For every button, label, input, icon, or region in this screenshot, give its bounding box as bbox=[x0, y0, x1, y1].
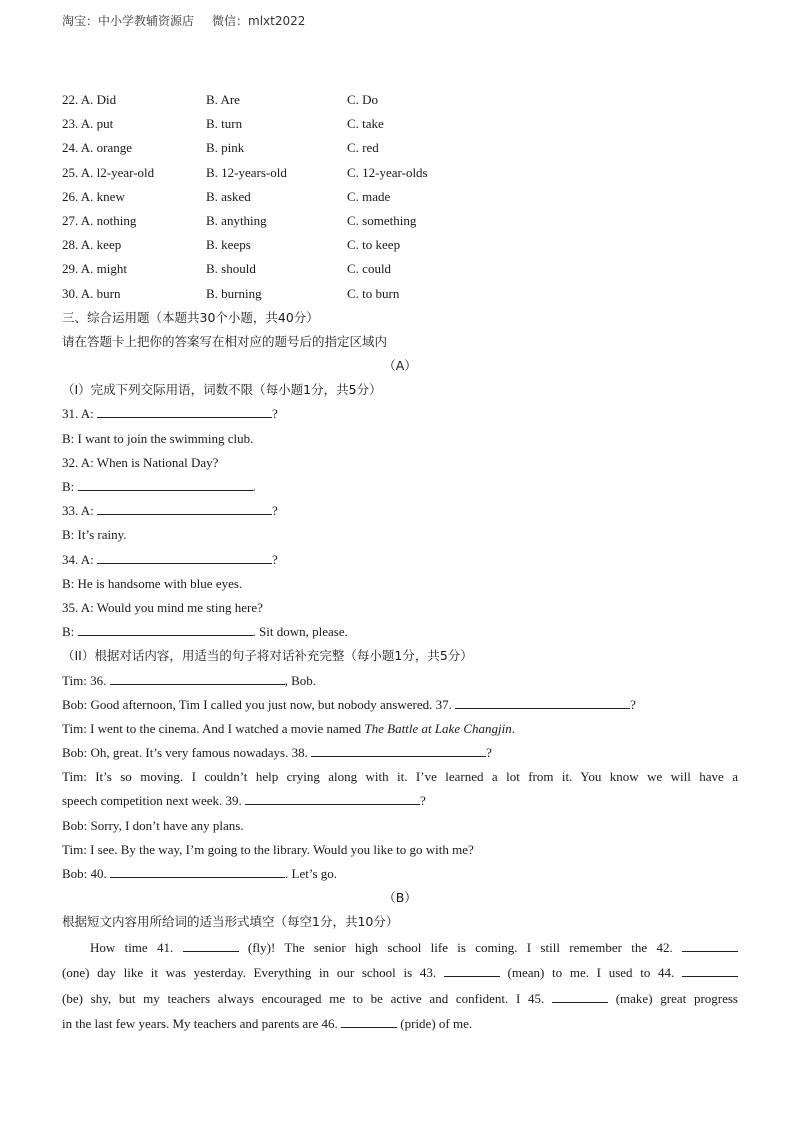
answer-blank[interactable] bbox=[311, 742, 486, 757]
dialogue-line-36: Tim: 36. , Bob. bbox=[62, 669, 738, 693]
answer-blank[interactable] bbox=[455, 694, 630, 709]
passage-line-1: How time 41. (fly)! The senior high school life is coming. I still remember the 42. bbox=[62, 935, 738, 961]
exam-content bbox=[62, 88, 738, 1037]
part-i-instruction: （I）完成下列交际用语，词数不限（每小题1分，共5分） bbox=[62, 382, 382, 398]
option-a: 24. A. orange bbox=[62, 140, 133, 156]
answer-blank[interactable] bbox=[245, 790, 420, 805]
option-c: C. made bbox=[347, 188, 391, 204]
option-b: B. anything bbox=[206, 212, 267, 228]
option-c: C. Do bbox=[347, 92, 379, 107]
option-a: 25. A. l2-year-old bbox=[62, 164, 155, 180]
option-c: C. something bbox=[347, 212, 417, 228]
page-header bbox=[62, 12, 305, 29]
option-a: 26. A. knew bbox=[62, 188, 125, 204]
question-31-b: B: I want to join the swimming club. bbox=[62, 430, 254, 446]
question-34-b: B: He is handsome with blue eyes. bbox=[62, 575, 243, 591]
option-row bbox=[62, 161, 738, 185]
answer-blank[interactable] bbox=[183, 937, 239, 952]
answer-blank[interactable] bbox=[110, 670, 285, 685]
part-ii-instruction: （II）根据对话内容，用适当的句子将对话补充完整（每小题1分，共5分） bbox=[62, 648, 473, 664]
option-a: 29. A. might bbox=[62, 261, 128, 277]
answer-blank[interactable] bbox=[682, 937, 738, 952]
part-b-label: （B） bbox=[383, 890, 417, 906]
option-b: B. pink bbox=[206, 140, 245, 156]
question-35-b: B: . Sit down, please. bbox=[62, 620, 738, 644]
dialogue-line-38: Bob: Oh, great. It’s very famous nowadays. 38. ? bbox=[62, 741, 738, 765]
answer-blank[interactable] bbox=[110, 863, 285, 878]
option-c: C. could bbox=[347, 261, 392, 277]
dialogue-line-37: Bob: Good afternoon, Tim I called you just now, but nobody answered. 37. ? bbox=[62, 693, 738, 717]
part-b-instruction: 根据短文内容用所给词的适当形式填空（每空1分，共10分） bbox=[62, 914, 399, 930]
shop-name: 淘宝：中小学教辅资源店 bbox=[62, 14, 195, 28]
answer-blank[interactable] bbox=[682, 962, 738, 977]
option-row bbox=[62, 136, 738, 160]
option-a: 27. A. nothing bbox=[62, 212, 137, 228]
passage-line-4: in the last few years. My teachers and parents are 46. (pride) of me. bbox=[62, 1011, 738, 1037]
option-c: C. 12-year-olds bbox=[347, 164, 428, 180]
option-row bbox=[62, 112, 738, 136]
dialogue-line-bob-plans: Bob: Sorry, I don’t have any plans. bbox=[62, 817, 244, 833]
option-a: 28. A. keep bbox=[62, 237, 122, 253]
passage-line-2: (one) day like it was yesterday. Everything in our school is 43. (mean) to me. I used to 44. bbox=[62, 960, 738, 986]
option-row bbox=[62, 185, 738, 209]
option-row bbox=[62, 257, 738, 281]
option-a: 22. A. Did bbox=[62, 92, 117, 107]
section3-instruction: 请在答题卡上把你的答案写在相对应的题号后的指定区域内 bbox=[62, 333, 388, 349]
option-b: B. turn bbox=[206, 116, 243, 132]
question-32-b: B: . bbox=[62, 475, 738, 499]
option-c: C. to keep bbox=[347, 237, 401, 253]
dialogue-line-40: Bob: 40. . Let’s go. bbox=[62, 862, 738, 886]
answer-blank[interactable] bbox=[78, 476, 253, 491]
question-35-a: 35. A: Would you mind me sting here? bbox=[62, 599, 263, 615]
option-row bbox=[62, 209, 738, 233]
option-row bbox=[62, 282, 738, 306]
question-33-a: 33. A: ? bbox=[62, 499, 738, 523]
option-b: B. asked bbox=[206, 188, 251, 204]
option-c: C. take bbox=[347, 116, 384, 132]
passage-line-3: (be) shy, but my teachers always encouraged me to be active and confident. I 45. (make) great progress bbox=[62, 986, 738, 1012]
question-34-a: 34. A: ? bbox=[62, 548, 738, 572]
option-a: 30. A. burn bbox=[62, 285, 121, 301]
question-31-a: 31. A: ? bbox=[62, 402, 738, 426]
dialogue-line-tim-moving: Tim: It’s so moving. I couldn’t help crying along with it. I’ve learned a lot from it. You know we will have a bbox=[62, 769, 738, 785]
answer-blank[interactable] bbox=[341, 1013, 397, 1028]
dialogue-line-39: speech competition next week. 39. ? bbox=[62, 789, 738, 813]
option-a: 23. A. put bbox=[62, 116, 114, 132]
option-c: C. to burn bbox=[347, 285, 400, 301]
answer-blank[interactable] bbox=[552, 988, 608, 1003]
option-c: C. red bbox=[347, 140, 379, 156]
question-32-a: 32. A: When is National Day? bbox=[62, 454, 219, 470]
option-b: B. keeps bbox=[206, 237, 251, 253]
answer-blank[interactable] bbox=[97, 500, 272, 515]
question-33-b: B: It’s rainy. bbox=[62, 527, 127, 543]
movie-title: The Battle at Lake Changjin bbox=[364, 720, 512, 736]
dialogue-line-tim-cinema: Tim: I went to the cinema. And I watched a movie named The Battle at Lake Changjin. bbox=[62, 720, 515, 736]
answer-blank[interactable] bbox=[444, 962, 500, 977]
answer-blank[interactable] bbox=[97, 403, 272, 418]
option-b: B. burning bbox=[206, 285, 262, 301]
section3-title: 三、综合运用题（本题共30个小题，共40分） bbox=[62, 309, 319, 325]
wechat-id: 微信：mlxt2022 bbox=[212, 14, 306, 28]
part-a-label: （A） bbox=[383, 358, 417, 374]
option-row bbox=[62, 233, 738, 257]
choice-options bbox=[62, 88, 738, 306]
option-b: B. should bbox=[206, 261, 256, 277]
option-b: B. 12-years-old bbox=[206, 164, 287, 180]
option-b: B. Are bbox=[206, 92, 240, 107]
answer-blank[interactable] bbox=[78, 621, 253, 636]
option-row bbox=[62, 88, 738, 112]
dialogue-line-tim-library: Tim: I see. By the way, I’m going to the library. Would you like to go with me? bbox=[62, 841, 474, 857]
answer-blank[interactable] bbox=[97, 549, 272, 564]
